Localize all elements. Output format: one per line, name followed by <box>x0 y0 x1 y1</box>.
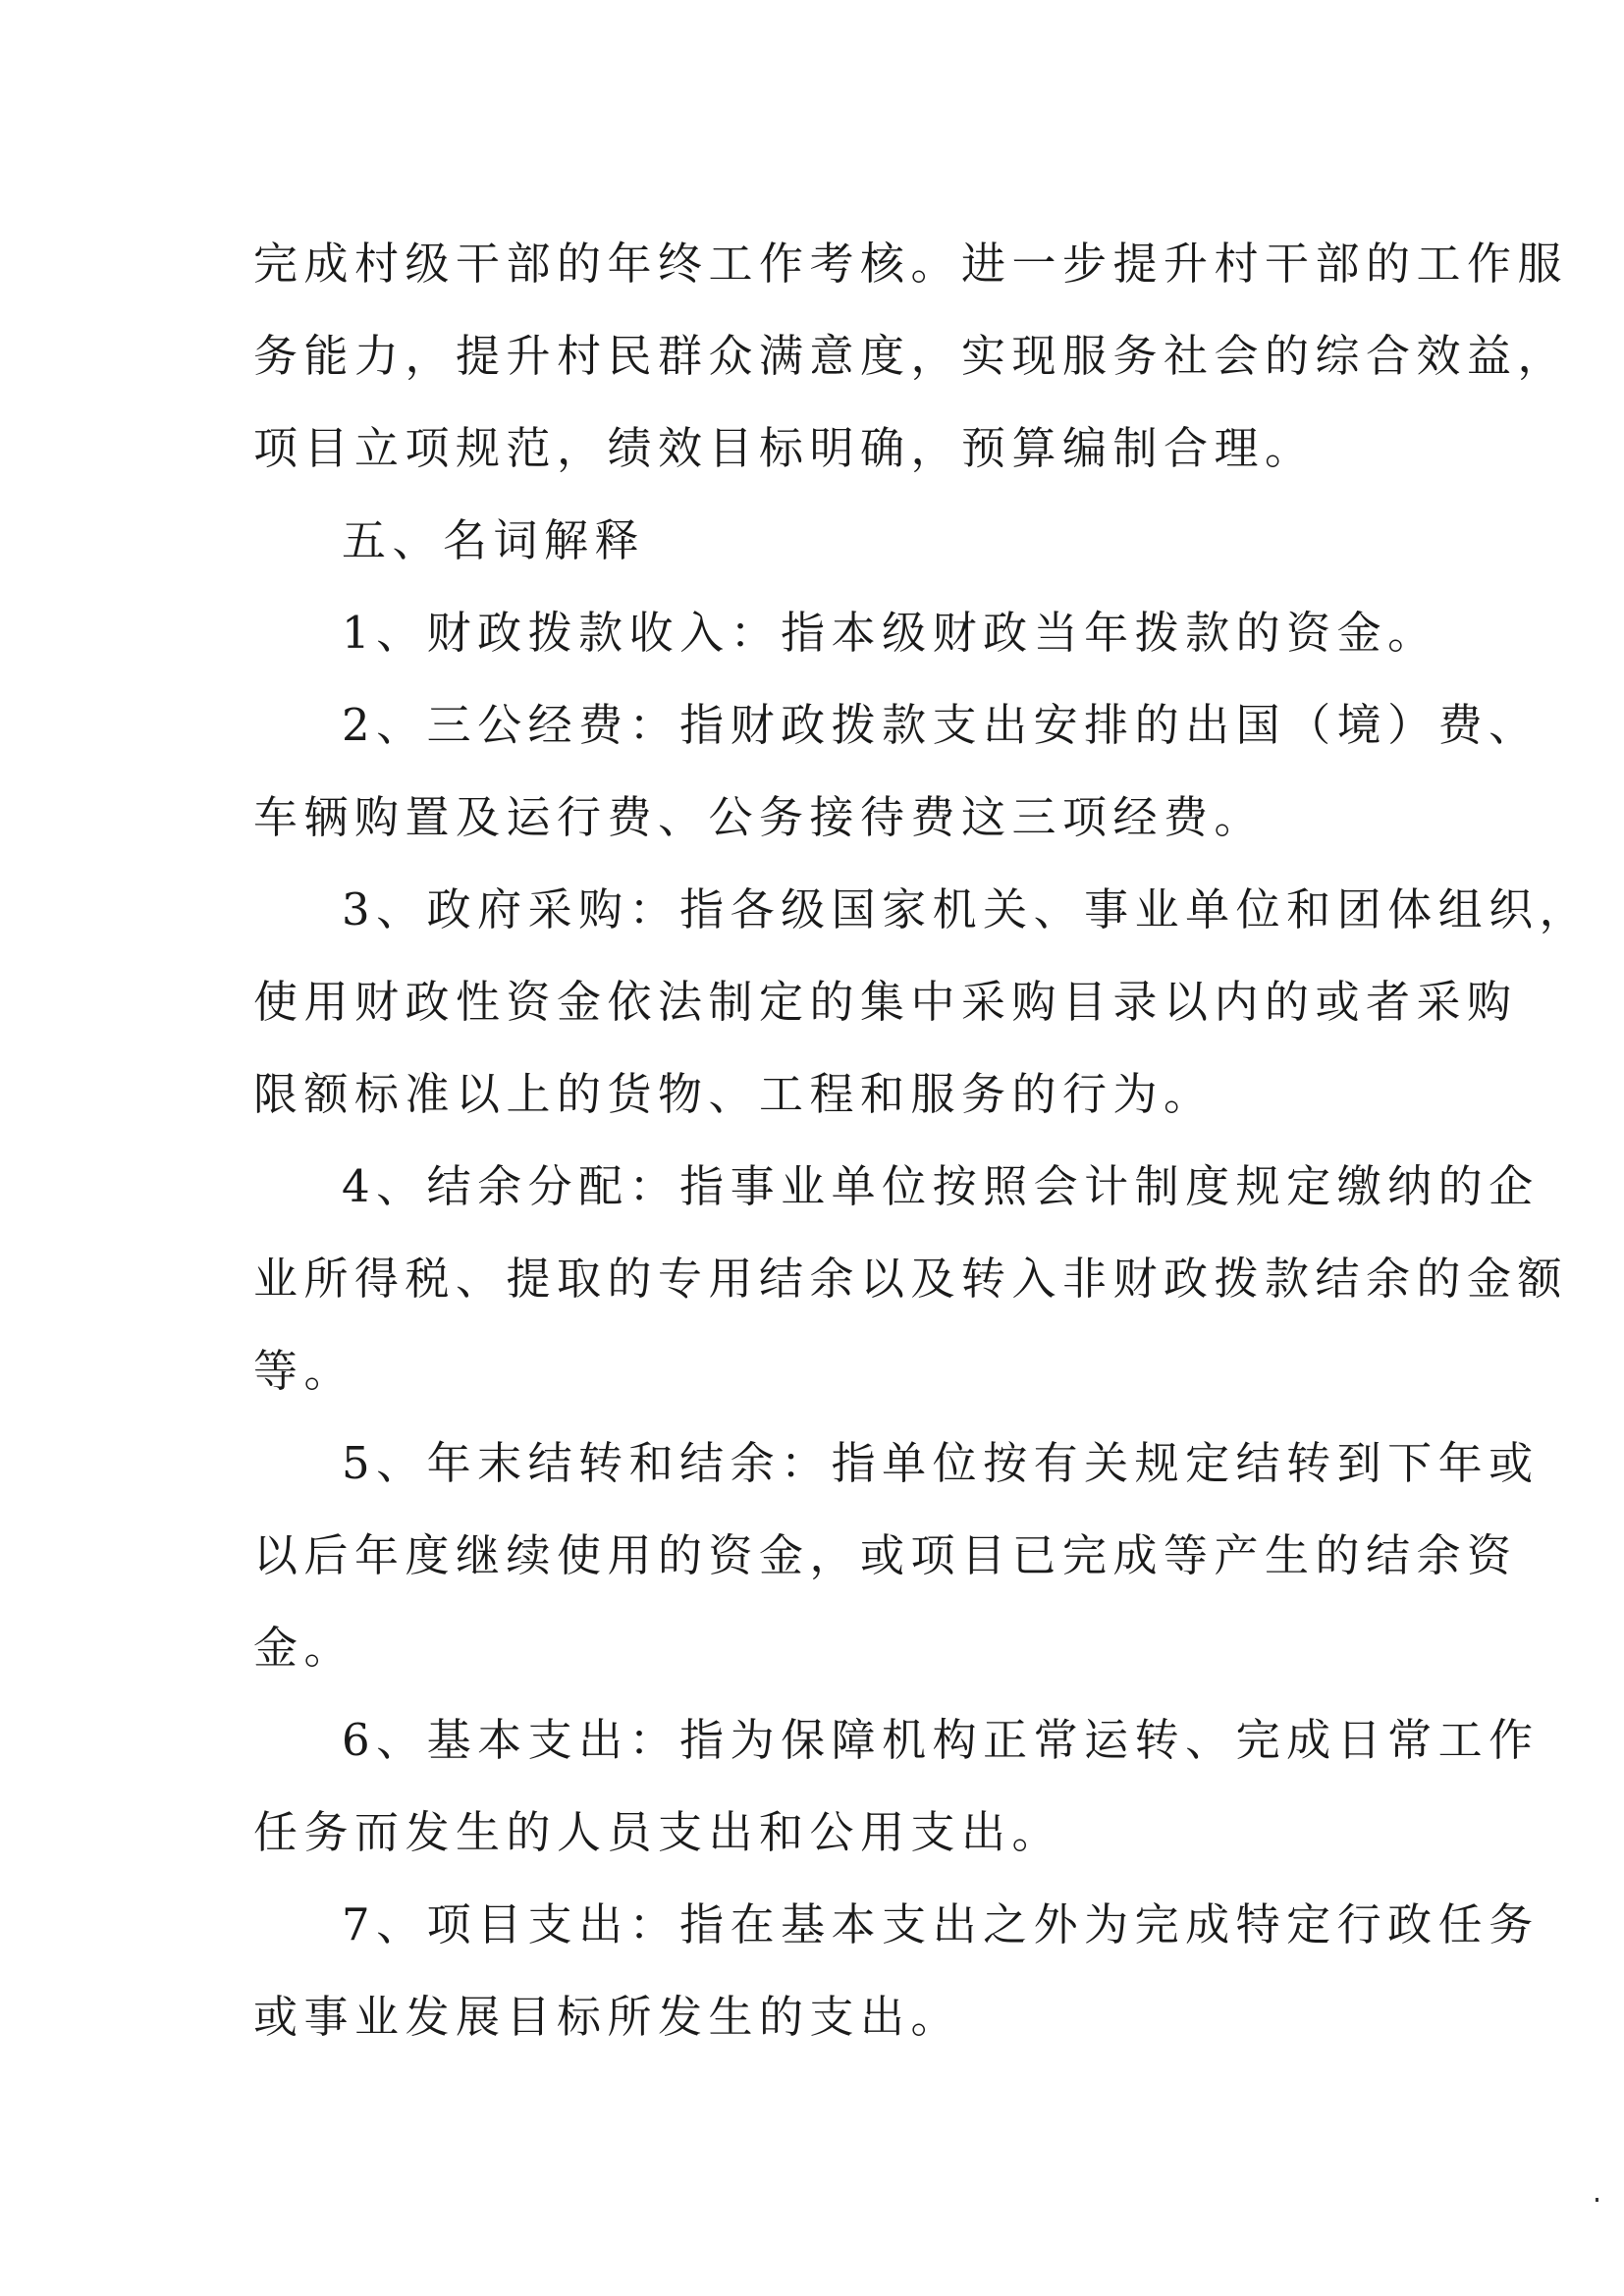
paragraph-intro <box>253 218 1569 495</box>
heading-text: 五、名词解释 <box>342 514 646 566</box>
text-line: 3、政府采购：指各级国家机关、事业单位和团体组织， <box>342 883 1591 935</box>
term-definition-6 <box>253 1694 1540 1879</box>
text-line: 限额标准以上的货物、工程和服务的行为。 <box>253 1068 1215 1120</box>
term-definition-1 <box>253 587 1438 679</box>
text-line: 车辆购置及运行费、公务接待费这三项经费。 <box>253 791 1266 843</box>
section-heading <box>253 495 1387 587</box>
term-definition-7 <box>253 1879 1540 2063</box>
text-line: 6、基本支出：指为保障机构正常运转、完成日常工作 <box>342 1714 1540 1766</box>
text-line: 业所得税、提取的专用结余以及转入非财政拨款结余的金额 <box>253 1253 1569 1305</box>
text-line: 4、结余分配：指事业单位按照会计制度规定缴纳的企 <box>342 1160 1540 1212</box>
text-line: 2、三公经费：指财政拨款支出安排的出国（境）费、 <box>342 699 1540 751</box>
text-line: 任务而发生的人员支出和公用支出。 <box>253 1806 1063 1858</box>
text-line: 1、财政拨款收入：指本级财政当年拨款的资金。 <box>342 607 1438 659</box>
term-definition-5 <box>253 1417 1540 1694</box>
term-definition-4 <box>253 1141 1569 1417</box>
text-line: 使用财政性资金依法制定的集中采购目录以内的或者采购 <box>253 976 1518 1028</box>
text-line: 项目立项规范，绩效目标明确，预算编制合理。 <box>253 422 1316 474</box>
term-definition-2 <box>253 679 1540 864</box>
text-line: 完成村级干部的年终工作考核。进一步提升村干部的工作服 <box>253 238 1569 290</box>
term-definition-3 <box>253 864 1591 1141</box>
text-line: 或事业发展目标所发生的支出。 <box>253 1991 962 2043</box>
text-line: 金。 <box>253 1622 355 1674</box>
text-line: 5、年末结转和结余：指单位按有关规定结转到下年或 <box>342 1437 1540 1489</box>
scan-artifact <box>1596 2198 1598 2202</box>
text-line: 等。 <box>253 1345 355 1397</box>
text-line: 务能力，提升村民群众满意度，实现服务社会的综合效益， <box>253 330 1569 382</box>
document-body <box>253 218 1591 2063</box>
text-line: 7、项目支出：指在基本支出之外为完成特定行政任务 <box>342 1898 1540 1950</box>
text-line: 以后年度继续使用的资金，或项目已完成等产生的结余资 <box>253 1529 1518 1581</box>
